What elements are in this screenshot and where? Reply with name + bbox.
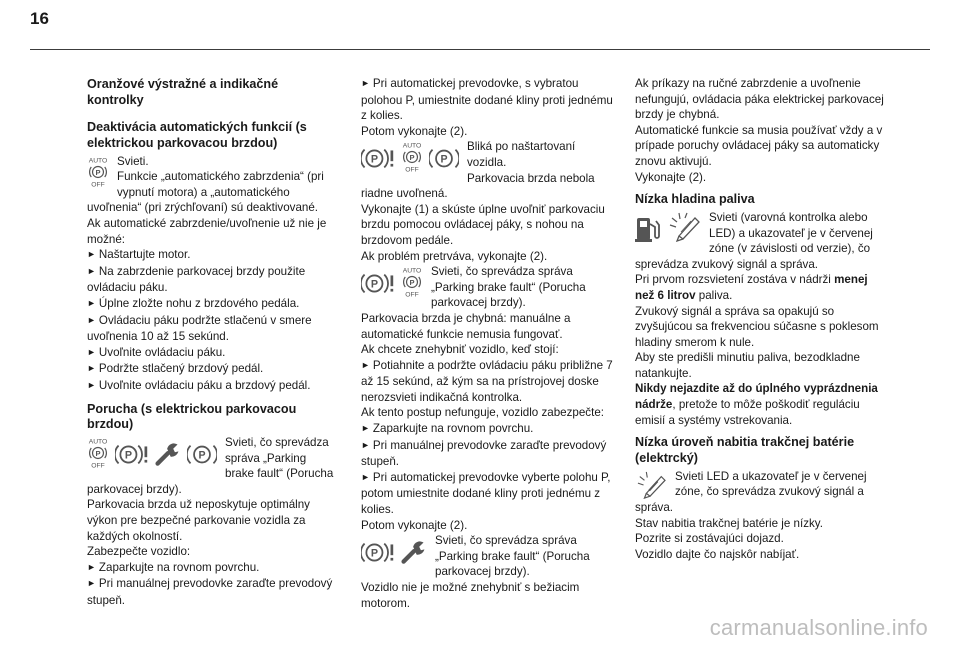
bullet-item: ► Na zabrzdenie parkovacej brzdy použite ovládaciu páku. <box>87 264 306 295</box>
text-never-drive-empty: Nikdy nejazdite až do úplného vyprázdnenia nádrže, pretože to môže poškodiť reguláciu emisií a systémy vstrekovania. <box>635 382 878 427</box>
text-then-perform: Potom vykonajte (2). <box>361 124 468 138</box>
park-brake-warning-icon <box>361 145 395 172</box>
park-brake-warning-icon <box>361 539 395 566</box>
section-title: Oranžové výstražné a indikačné kontrolky <box>87 77 279 107</box>
text-flashing: Bliká po naštartovaní vozidla. <box>467 140 576 169</box>
text-fault-message-3: Svieti, čo sprevádza správa „Parking brake fault“ (Porucha parkovacej brzdy). <box>435 534 590 579</box>
bullet-item: ► Ovládaciu páku podržte stlačenú v smere uvoľnenia 10 až 15 sekúnd. <box>87 313 312 344</box>
bullet-arrow-icon: ► <box>87 297 96 308</box>
bullet-item: ► Pri automatickej prevodovke, s vybratou polohou P, umiestnite dodané kliny proti jednému z kolies. <box>361 77 613 123</box>
fault-icons <box>87 437 217 469</box>
text-perform-1: Vykonajte (1) a skúste úplne uvoľniť parkovaciu brzdu pomocou ovládacej páky, s nohou na brzdovom pedále. <box>361 202 605 247</box>
text-battery-led-lit: Svieti LED a ukazovateľ je v červenej zóne, čo sprevádza zvukový signál a správa. <box>635 469 867 515</box>
bullet-item: ► Podržte stlačený brzdový pedál. <box>87 362 264 376</box>
auto-park-off-icon <box>401 266 423 298</box>
fault-block-3 <box>361 533 614 580</box>
text-refuel: Aby ste predišli minutiu paliva, bezodkladne natankujte. <box>635 351 860 380</box>
text-perform-2: Vykonajte (2). <box>635 170 707 184</box>
flashing-block <box>361 139 614 170</box>
text-low-fuel-lit: Svieti (varovná kontrolka alebo LED) a ukazovateľ je v červenej zóne (v závislosti od verzie), čo sprevádza zvukový signál a správa. <box>635 210 873 271</box>
bullet-item: ► Pri manuálnej prevodovke zaraďte prevodový stupeň. <box>361 438 607 469</box>
column-right <box>635 76 889 562</box>
bullet-arrow-icon: ► <box>87 249 96 260</box>
text-fault-message: Svieti, čo sprevádza správa „Parking brake fault“ (Porucha parkovacej brzdy). <box>87 436 334 496</box>
bullet-arrow-icon: ► <box>87 379 96 390</box>
text-battery-low: Stav nabitia trakčnej batérie je nízky. <box>635 516 823 530</box>
text-lit: Svieti. <box>117 154 149 168</box>
heading-low-fuel: Nízka hladina paliva <box>635 192 755 207</box>
low-battery-icons <box>635 471 667 499</box>
text-functions-deactivated: Funkcie „automatického zabrzdenia“ (pri vypnutí motora) a „automatického uvoľnenia“ (pri zrýchľovaní) sú deaktivované. <box>87 170 324 215</box>
text-cannot-immobilise: Vozidlo nie je možné znehybniť s bežiacim motorom. <box>361 581 580 610</box>
bullet-arrow-icon: ► <box>87 363 96 374</box>
auto-park-off-icon <box>87 437 109 469</box>
text-then-perform-2: Potom vykonajte (2). <box>361 518 468 532</box>
bullet-item: ► Potiahnite a podržte ovládaciu páku približne 7 až 15 sekúnd, až kým sa na prístrojovej doske nerozsvieti indikačná kontrolka. <box>361 358 613 404</box>
text-charge-soon: Vozidlo dajte čo najskôr nabíjať. <box>635 547 800 561</box>
text-brake-performance: Parkovacia brzda už neposkytuje optimálny výkon pre bezpečné parkovanie vozidla za každých okolností. <box>87 498 310 543</box>
park-brake-warning-icon <box>115 441 149 468</box>
heading-deactivation: Deaktivácia automatických funkcií (s elektrickou parkovacou brzdou) <box>87 120 307 150</box>
bullet-item: ► Zaparkujte na rovnom povrchu. <box>361 422 534 436</box>
fault-icons-3 <box>361 535 427 566</box>
bullet-arrow-icon: ► <box>87 265 96 276</box>
deactivation-icons <box>87 156 109 188</box>
bullet-arrow-icon: ► <box>361 439 370 450</box>
fault-icons-2 <box>361 266 423 298</box>
bullet-arrow-icon: ► <box>361 78 370 88</box>
bullet-item: ► Naštartujte motor. <box>87 248 191 262</box>
park-brake-icon <box>187 441 217 468</box>
fault-block <box>87 435 337 497</box>
auto-park-off-icon <box>87 156 109 188</box>
low-fuel-block <box>635 210 889 272</box>
bullet-item: ► Zaparkujte na rovnom povrchu. <box>87 560 260 574</box>
fault-block-2 <box>361 264 614 311</box>
bullet-arrow-icon: ► <box>87 346 96 357</box>
heading-low-battery: Nízka úroveň nabitia trakčnej batérie (elektrcký) <box>635 435 855 466</box>
wrench-icon <box>155 441 181 467</box>
text-less-than-6-litres: Pri prvom rozsvietení zostáva v nádrži menej než 6 litrov paliva. <box>635 273 868 302</box>
flashing-icons <box>361 141 459 173</box>
bullet-arrow-icon: ► <box>87 314 96 325</box>
text-signal-repeat: Zvukový signál a správa sa opakujú so zvyšujúcou sa frekvenciou súčasne s poklesom hladiny smerom k nule. <box>635 304 879 349</box>
page-number: 16 <box>30 9 49 28</box>
bullet-arrow-icon: ► <box>87 578 96 589</box>
low-battery-led-icon <box>635 471 667 499</box>
low-fuel-led-icon <box>667 212 701 242</box>
bullet-arrow-icon: ► <box>361 423 370 434</box>
deactivation-block <box>87 154 337 216</box>
low-fuel-icons <box>635 212 701 243</box>
watermark: carmanualsonline.info <box>709 615 928 640</box>
bullet-item: ► Úplne zložte nohu z brzdového pedála. <box>87 296 300 310</box>
column-left <box>87 76 337 609</box>
wrench-icon <box>401 539 427 565</box>
text-check-range: Pozrite si zostávajúci dojazd. <box>635 532 784 546</box>
bullet-item: ► Uvoľnite ovládaciu páku a brzdový pedál. <box>87 378 311 392</box>
text-lever-defective: Ak príkazy na ručné zabrzdenie a uvoľnenie nefungujú, ovládacia páka elektrickej parkovacej brzdy je chybná. <box>635 77 884 122</box>
park-brake-icon <box>429 145 459 172</box>
bullet-arrow-icon: ► <box>361 359 370 370</box>
header-divider <box>30 49 930 50</box>
bullet-arrow-icon: ► <box>87 561 96 572</box>
text-if-fails: Ak tento postup nefunguje, vozidlo zabezpečte: <box>361 406 604 420</box>
bullet-arrow-icon: ► <box>361 471 370 482</box>
bullet-item: ► Pri manuálnej prevodovke zaraďte prevodový stupeň. <box>87 577 333 608</box>
text-fault-message-2: Svieti, čo sprevádza správa „Parking brake fault“ (Porucha parkovacej brzdy). <box>431 265 586 310</box>
auto-park-off-icon <box>401 141 423 173</box>
heading-fault: Porucha (s elektrickou parkovacou brzdou) <box>87 401 297 432</box>
column-middle <box>361 76 614 611</box>
text-immobilise: Ak chcete znehybniť vozidlo, keď stojí: <box>361 343 559 357</box>
text-not-released: Parkovacia brzda nebola riadne uvoľnená. <box>361 171 595 201</box>
park-brake-warning-icon <box>361 270 395 297</box>
text-if-persists: Ak problém pretrváva, vykonajte (2). <box>361 249 548 263</box>
text-secure-vehicle: Zabezpečte vozidlo: <box>87 545 191 559</box>
text-if-not-possible: Ak automatické zabrzdenie/uvoľnenie už nie je možné: <box>87 216 327 246</box>
text-brake-defective: Parkovacia brzda je chybná: manuálne a automatické funkcie nemusia fungovať. <box>361 311 571 341</box>
fuel-pump-icon <box>635 215 661 243</box>
text-auto-functions: Automatické funkcie sa musia používať vždy a v prípade poruchy ovládacej páky sa automaticky znovu aktivujú. <box>635 123 883 168</box>
low-battery-block <box>635 469 889 516</box>
bullet-item: ► Pri automatickej prevodovke vyberte polohu P, potom umiestnite dodané kliny proti jednému z kolies. <box>361 470 611 517</box>
bullet-item: ► Uvoľnite ovládaciu páku. <box>87 345 226 359</box>
